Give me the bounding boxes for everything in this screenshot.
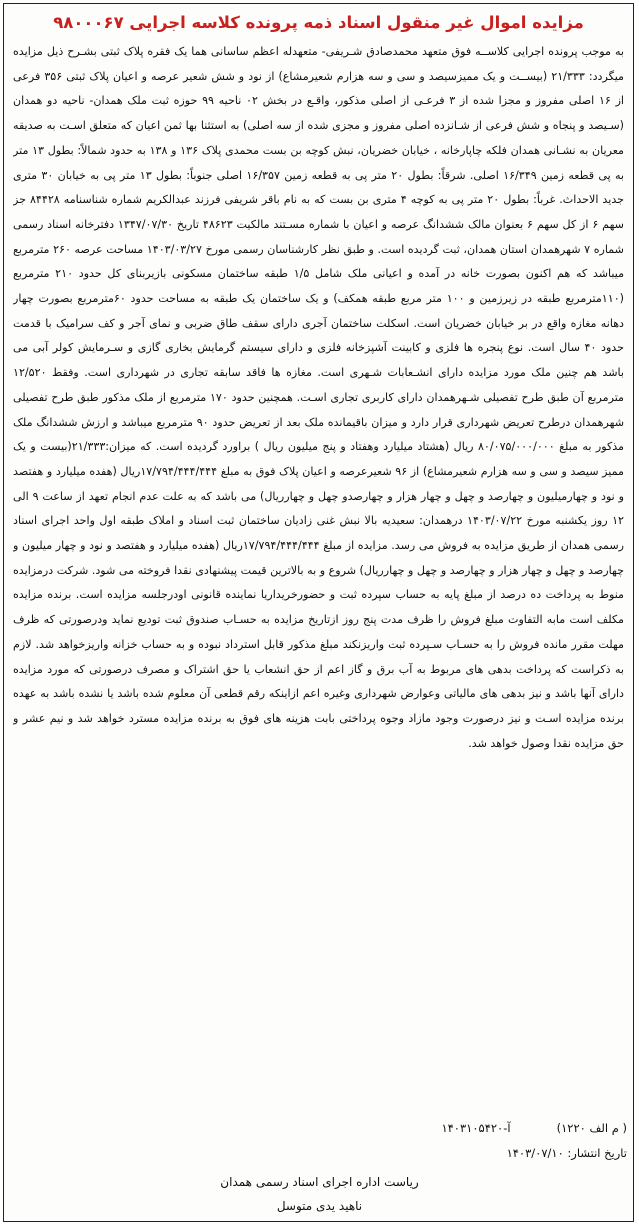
notice-body: به موجب پرونده اجرایی کلاســه فوق متعهد محمدصادق شـریفی- متعهدله اعظم ساسانی هما یک فقره پلاک ثبتی بشـرح ذیل مزایده میگردد: ۲۱/۳۳۳ (بیســت و یک ممیزسیصد و سی و سه هزارم شعیرمشاع) از نود و شش شعیر عرصه و اعیان پلاک ثبتی ۳۵۶ فرعی از ۱۶ اصلی مفروز و مجزا شده از ۳ فرعـی از اصلی مذکور، واقـع در بخش ۰۲ ناحیه ۹۹ حوزه ثبت ملک همدان- ناحیه دو همدان (سـیصد و پنجاه و شش فرعی از شـانزده اصلی مفروز و مجزی شده از سه اصلی) به استثنا بها ثمن اعیان که متعلق اسـت به صدیقه معریان به نشـانی همدان فلکه چاپارخانه ، خیابان خضریان، نبش کوچه بن بست محمدی پلاک ۱۳۶ و ۱۳۸ به حدود شمالاً: بطول ۱۳ متر به پی قطعه زمین ۱۶/۳۴۹ اصلی. شرقاً: بطول ۲۰ متر پی به قطعه زمین ۱۶/۳۵۷ اصلی جنوباً: بطول ۱۳ متر پی به خیابان ۳۰ متری جدید الاحداث. غرباً: بطول ۲۰ متر پی به کوچه ۴ متری بن بست که به نام باقر شریفی فرزند عبدالکریم شماره شناسنامه ۸۴۴۲۸ جز سهم ۶ از کل سهم ۶ بعنوان مالک ششدانگ عرصه و اعیان با شماره مسـتند مالکیت ۴۸۶۲۳ تاریخ ۱۳۴۷/۰۷/۳۰ دفترخانه اسناد رسمی شماره ۷ شهرهمدان استان همدان، ثبت گردیده است. و طبق نظر کارشناسان رسمی مورخ ۱۴۰۳/۰۳/۲۷ مساحت عرصه ۲۶۰ مترمربع میباشد که هم اکنون بصورت خانه در آمده و اعیانی ملک شامل ۱/۵ طبقه ساختمان مسکونی بازیربنای کل حدود ۲۱۰ مترمربع (۱۱۰مترمربع طبقه در زیرزمین و ۱۰۰ متر مربع طبقه همکف) و یک ساختمان یک طبقه به مساحت حدود ۶۰مترمربع بصورت چهار دهانه مغازه واقع در بر خیابان خضریان است. اسکلت ساختمان آجری دارای سقف طاق ضربی و نمای آجر و کف سرامیک با قدمت حدود ۴۰ سال است. نوع پنجره ها فلزی و کابینت آشپزخانه فلزی و دارای سیستم گرمایش بخاری گازی و سـرمایش کولر آبی می باشد هم چنین ملک مورد مزایده دارای انشـعابات شـهری است. مغازه ها فاقد سابقه تجاری در شهرداری است. وفقط ۱۲/۵۲۰ مترمربع آن طبق طرح تفصیلی شـهرهمدان دارای کاربری تجاری اسـت. همچنین حدود ۱۷۰ مترمربع از ملک مذکور طبق طرح تفصیلی شهرهمدان درطرح تعریض شهرداری قرار دارد و میزان باقیمانده ملک بعد از تعریض حدود ۹۰ مترمربع میباشد و ارزش ششدانگ ملک مذکور به مبلغ ۸۰/۰۷۵/۰۰۰/۰۰۰ ریال (هشتاد میلیارد وهفتاد و پنج میلیون ریال ) براورد گردیده است. که میزان:۲۱/۳۳۳(بیست و یک ممیز سیصد و سی و سه هزارم شعیرمشاع) از ۹۶ شعیرعرصه و اعیان پلاک فوق به مبلغ ۱۷/۷۹۴/۴۴۴/۴۴۴ریال (هفده میلیارد و هفتصد و نود و چهارمیلیون و چهارصد و چهل و چهار هزار و چهارصدو چهل و چهارریال) می باشد که به علت عدم انجام تعهد از ساعت ۹ الی ۱۲ روز یکشنبه مورخ ۱۴۰۳/۰۷/۲۲ درهمدان: سعیدیه بالا نبش غنی زادیان ساختمان ثبت اسناد و املاک طبقه اول واحد اجرای اسناد رسمی همدان از طریق مزایده به فروش می رسد. مزایده از مبلغ ۱۷/۷۹۴/۴۴۴/۴۴۴ریال (هفده میلیارد و هفتصد و نود و چهار میلیون و چهارصد و چهل و چهار هزار و چهارصد و چهل و چهارریال) شروع و به بالاترین قیمت پیشنهادی نقدا فروخته می شود. شرکت درمزایده منوط به پرداخت ده درصد از مبلغ پایه به حساب سپرده ثبت و حضورخریداریا نماینده قانونی اودرجلسه مزایده است. برنده مزایده مکلف است مابه التفاوت مبلغ فروش را ظرف مدت پنج روز ازتاریخ مزایده به حسـاب صندوق ثبت تودیع نماید ودرصورتی که ظرف مهلت مقرر مانده فروش را به حسـاب سـپرده ثبت واریزنکند مبلغ مذکور قابل استرداد نبوده و به حساب خزانه واریزخواهد شد. لازم به ذکراست که پرداخت بدهی های مربوط به آب برق و گاز اعم از حق انشعاب یا حق اشتراک و مصرف درصورتی که مورد مزایده دارای آنها باشد و نیز بدهی های مالیاتی وعوارض شهرداری وغیره اعم ازاینکه رقم قطعی آن معلوم شده باشد یا نشده باشد به عهده برنده مزایده اسـت و نیز درصورت وجود مازاد وجوه پرداختی بابت هزینه های فوق به برنده مزایده مسترد خواهد شد و نیم عشر و حق مزایده نقدا وصول خواهد شد.	[13, 45, 624, 750]
signature-office: ریاست اداره اجرای اسناد رسمی همدان	[220, 1175, 419, 1189]
notice-title: مزایده اموال غیر منقول اسناد ذمه پرونده کلاسه اجرایی ۹۸۰۰۰۶۷	[53, 13, 584, 32]
publication-date: تاریخ انتشار: ۱۴۰۳/۰۷/۱۰	[506, 1146, 627, 1160]
reference-line	[441, 1121, 627, 1135]
notice-frame	[3, 3, 634, 1222]
doc-number: آ-۱۴۰۳۱۰۵۴۲۰	[441, 1121, 511, 1135]
signature-name: ناهید یدی متوسل	[276, 1199, 363, 1213]
ref-code: ( م الف ۱۲۲۰)	[556, 1121, 627, 1135]
